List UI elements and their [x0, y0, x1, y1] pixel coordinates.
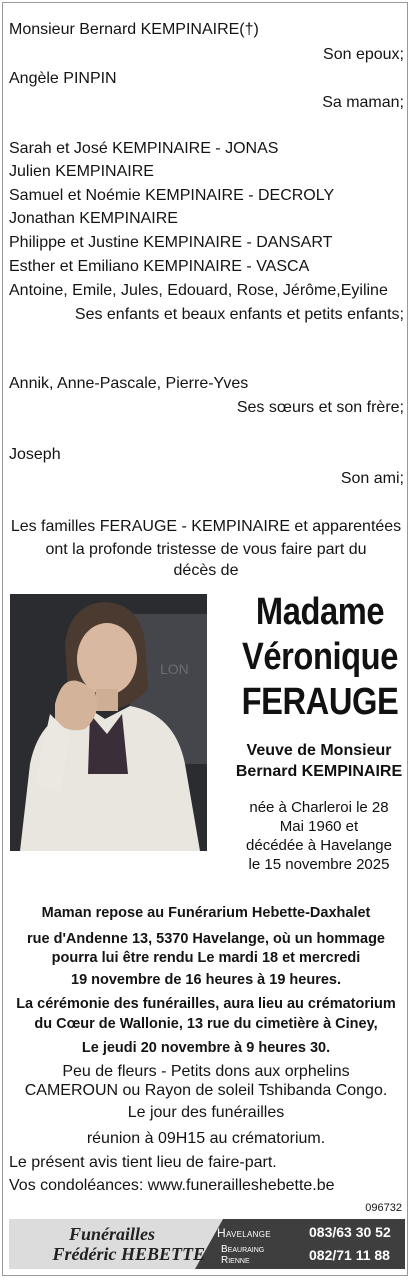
funeral-home-banner: [9, 1219, 405, 1269]
deceased-name-line: FERAUGE: [241, 681, 399, 723]
spouse-role: Son epoux;: [323, 46, 404, 63]
detail-line: rue d'Andenne 13, 5370 Havelange, où un hommage: [27, 931, 385, 947]
location-2a: Beauraing: [221, 1244, 265, 1255]
birth-line: née à Charleroi le 28: [249, 799, 389, 816]
phone-2[interactable]: 082/71 11 88: [309, 1247, 390, 1263]
brand-line2: Frédéric HEBETTE: [52, 1244, 205, 1264]
deceased-name-line: Madame: [255, 591, 385, 633]
child-line: Sarah et José KEMPINAIRE - JONAS: [9, 140, 279, 157]
child-line: Jonathan KEMPINAIRE: [9, 210, 178, 227]
widow-line: Bernard KEMPINAIRE: [235, 763, 403, 780]
detail-line: du Cœur de Wallonie, 13 rue du cimetière à Ciney,: [34, 1016, 378, 1032]
svg-text:LON: LON: [160, 661, 189, 677]
friend-name: Joseph: [9, 446, 61, 463]
location-1: Havelange: [217, 1226, 271, 1240]
mother-role: Sa maman;: [322, 94, 404, 111]
detail-line: Peu de fleurs - Petits dons aux orphelins: [62, 1063, 350, 1080]
detail-line: CAMEROUN ou Rayon de soleil Tshibanda Congo.: [24, 1082, 388, 1099]
condolences-link[interactable]: Vos condoléances: www.funerailleshebette.be: [9, 1177, 335, 1194]
announcement-line: ont la profonde tristesse de vous faire part du: [45, 541, 367, 558]
birth-line: le 15 novembre 2025: [248, 856, 390, 873]
detail-line: La cérémonie des funérailles, aura lieu au crématorium: [16, 996, 396, 1012]
detail-line: Le jeudi 20 novembre à 9 heures 30.: [81, 1040, 331, 1056]
announcement-line: décès de: [173, 562, 239, 579]
detail-line: 19 novembre de 16 heures à 19 heures.: [71, 972, 341, 988]
child-line: Philippe et Justine KEMPINAIRE - DANSART: [9, 234, 333, 251]
siblings-names: Annik, Anne-Pascale, Pierre-Yves: [9, 375, 249, 392]
birth-line: Mai 1960 et: [279, 818, 359, 835]
siblings-role: Ses sœurs et son frère;: [236, 399, 404, 416]
announcement-line: Les familles FERAUGE - KEMPINAIRE et apparentées: [10, 518, 402, 535]
brand-line1: Funérailles: [68, 1224, 155, 1244]
faire-part-note: Le présent avis tient lieu de faire-part.: [9, 1154, 277, 1171]
spouse-name: Monsieur Bernard KEMPINAIRE(†): [9, 21, 259, 38]
child-line: Esther et Emiliano KEMPINAIRE - VASCA: [9, 258, 310, 275]
phone-1[interactable]: 083/63 30 52: [309, 1224, 391, 1240]
widow-line: Veuve de Monsieur: [246, 742, 392, 759]
reference-number: 096732: [365, 1202, 402, 1214]
detail-line: réunion à 09H15 au crématorium.: [86, 1130, 326, 1147]
detail-line: Le jour des funérailles: [127, 1104, 285, 1121]
portrait-photo-icon: [10, 594, 207, 851]
portrait-photo: [10, 594, 207, 851]
birth-line: décédée à Havelange: [246, 837, 392, 854]
child-line: Julien KEMPINAIRE: [9, 163, 154, 180]
deceased-name-line: Véronique: [242, 636, 398, 678]
child-line: Samuel et Noémie KEMPINAIRE - DECROLY: [9, 187, 335, 204]
mother-name: Angèle PINPIN: [9, 70, 117, 87]
detail-line: Maman repose au Funérarium Hebette-Daxhalet: [41, 905, 371, 921]
child-line: Antoine, Emile, Jules, Edouard, Rose, Jérôme,Eyiline: [9, 282, 388, 299]
location-2b: Rienne: [221, 1255, 250, 1266]
friend-role: Son ami;: [340, 470, 404, 487]
children-role: Ses enfants et beaux enfants et petits enfants;: [74, 306, 404, 323]
detail-line: pourra lui être rendu Le mardi 18 et mercredi: [51, 950, 361, 966]
